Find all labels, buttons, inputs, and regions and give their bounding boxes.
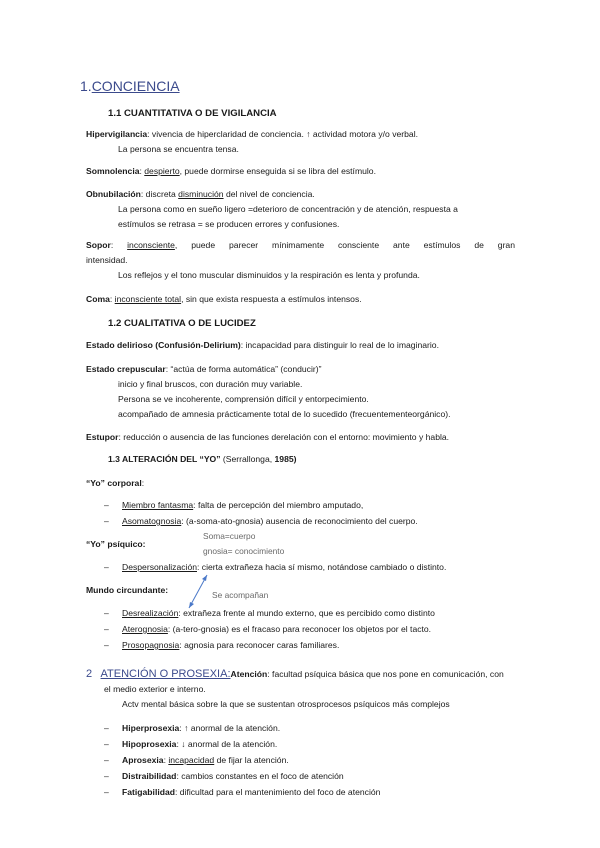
underlined-word: inconsciente total: [114, 294, 182, 304]
term: Atención: [230, 669, 268, 679]
separator: :: [110, 240, 128, 250]
list-item-distraibilidad: [122, 771, 344, 781]
separator: :: [141, 478, 145, 488]
term: Hipervigilancia: [86, 129, 148, 139]
separator: :: [163, 755, 169, 765]
term: Hiperprosexia: [122, 723, 180, 733]
list-bullet: –: [104, 516, 109, 526]
definition-text: : extrañeza frente al mundo externo, que es percibido como distinto: [178, 608, 435, 618]
definition-text: : ↓ anormal de la atención.: [176, 739, 278, 749]
list-item-aprosexia: [122, 755, 289, 765]
section-title: CONCIENCIA: [91, 78, 180, 94]
definition-text: : (a-tero-gnosia) es el fracaso para reconocer los objetos por el tacto.: [167, 624, 432, 634]
definition-text: : falta de percepción del miembro amputado,: [193, 500, 364, 510]
term: Distraibilidad: [122, 771, 177, 781]
term: Estado crepuscular: [86, 364, 166, 374]
definition-line: Persona se ve incoherente, comprensión difícil y entorpecimiento.: [118, 394, 369, 404]
term: Coma: [86, 294, 110, 304]
term: Somnolencia: [86, 166, 140, 176]
definition-line: Los reflejos y el tono muscular disminuidos y la respiración es lenta y profunda.: [118, 270, 420, 280]
margin-note: gnosia= conocimiento: [203, 546, 285, 556]
subsection-title: 1.3 ALTERACIÓN DEL “YO”: [108, 454, 221, 464]
underlined-term: Miembro fantasma: [122, 500, 194, 510]
list-bullet: –: [104, 739, 109, 749]
list-item-prosopagnosia: [122, 640, 339, 650]
definition-text: , puede dormirse enseguida si se libra del estímulo.: [179, 166, 376, 176]
underlined-term: Despersonalización: [122, 562, 197, 572]
definition-text: : cierta extrañeza hacia sí mismo, notándose cambiado o distinto.: [197, 562, 447, 572]
group-label-mundo: Mundo circundante:: [86, 585, 169, 595]
definition-line: Actv mental básica sobre la que se sustentan otrosprocesos psíquicos más complejos: [122, 699, 450, 709]
section-2-heading: [86, 668, 504, 681]
definition-line: acompañado de amnesia prácticamente total de lo sucedido (frecuentementeorgánico).: [118, 409, 451, 419]
definition-text: : vivencia de hiperclaridad de conciencia. ↑ actividad motora y/o verbal.: [147, 129, 418, 139]
separator: :: [109, 294, 115, 304]
arrow-note: Se acompañan: [212, 590, 269, 600]
underlined-word: disminución: [178, 189, 224, 199]
definition-text: , sin que exista respuesta a estímulos intensos.: [181, 294, 362, 304]
underlined-word: despierto: [144, 166, 180, 176]
definition-line: intensidad.: [86, 255, 128, 265]
definition-line: La persona se encuentra tensa.: [118, 144, 239, 154]
subsection-year: 1985): [274, 454, 297, 464]
list-bullet: –: [104, 787, 109, 797]
term: Sopor: [86, 240, 111, 250]
term: Obnubilación: [86, 189, 141, 199]
margin-note: Soma=cuerpo: [203, 531, 256, 541]
list-bullet: –: [104, 624, 109, 634]
definition-text: : (a-soma-ato-gnosia) ausencia de reconocimiento del cuerpo.: [181, 516, 418, 526]
section-number: 2: [86, 668, 93, 680]
subsection-heading: 1.2 CUALITATIVA O DE LUCIDEZ: [108, 318, 256, 329]
list-item-hipoprosexia: [122, 739, 277, 749]
term: Hipoprosexia: [122, 739, 177, 749]
subsection-heading: 1.1 CUANTITATIVA O DE VIGILANCIA: [108, 108, 277, 119]
definition-text: : agnosia para reconocer caras familiares.: [179, 640, 340, 650]
list-bullet: –: [104, 562, 109, 572]
underlined-term: Aterognosia: [122, 624, 168, 634]
list-item-fatigabilidad: [122, 787, 380, 797]
list-bullet: –: [104, 640, 109, 650]
list-bullet: –: [104, 608, 109, 618]
definition-text: : discreta: [140, 189, 179, 199]
term: Fatigabilidad: [122, 787, 175, 797]
list-item-hiperprosexia: [122, 723, 280, 733]
definition-text: de fijar la atención.: [214, 755, 289, 765]
definition-text: : dificultad para el mantenimiento del foco de atención: [175, 787, 381, 797]
list-bullet: –: [104, 755, 109, 765]
definition-text: : reducción o ausencia de las funciones derelación con el entorno: movimiento y habla.: [118, 432, 450, 442]
definition-line: inicio y final bruscos, con duración muy variable.: [118, 379, 303, 389]
definition-text: del nivel de conciencia.: [223, 189, 315, 199]
list-item-aterognosia: [122, 624, 431, 634]
definition-line: el medio exterior e interno.: [104, 684, 206, 694]
separator: :: [139, 166, 145, 176]
subsection-citation: (Serrallonga,: [220, 454, 275, 464]
label: “Yo” corporal: [86, 478, 142, 488]
underlined-word: inconsciente: [127, 240, 175, 250]
section-title: ATENCIÓN O PROSEXIA:: [100, 668, 231, 680]
definition-text: : “actúa de forma automática” (conducir)”: [165, 364, 322, 374]
definition-line: La persona como en sueño ligero =deterioro de concentración y de atención, respuesta a: [118, 204, 458, 214]
term: Aprosexia: [122, 755, 164, 765]
definition-text: : cambios constantes en el foco de atención: [176, 771, 344, 781]
section-number: 1.: [80, 78, 92, 94]
term: Estado delirioso (Confusión-Delirium): [86, 340, 241, 350]
underlined-word: incapacidad: [168, 755, 215, 765]
definition-text: : incapacidad para distinguir lo real de lo imaginario.: [240, 340, 439, 350]
definition-line: estímulos se retrasa = se producen errores y confusiones.: [118, 219, 340, 229]
group-label-yo-psiquico: “Yo” psíquico:: [86, 539, 146, 549]
list-item-desrealizacion: [122, 608, 435, 618]
underlined-term: Desrealización: [122, 608, 179, 618]
list-bullet: –: [104, 500, 109, 510]
list-bullet: –: [104, 723, 109, 733]
underlined-term: Asomatognosia: [122, 516, 182, 526]
definition-text: : ↑ anormal de la atención.: [179, 723, 281, 733]
list-bullet: –: [104, 771, 109, 781]
underlined-term: Prosopagnosia: [122, 640, 180, 650]
term: Estupor: [86, 432, 119, 442]
definition-text: : facultad psíquica básica que nos pone en comunicación, con: [267, 669, 504, 679]
definition-text: , puede parecer mínimamente consciente ante estímulos de gran: [174, 240, 515, 250]
